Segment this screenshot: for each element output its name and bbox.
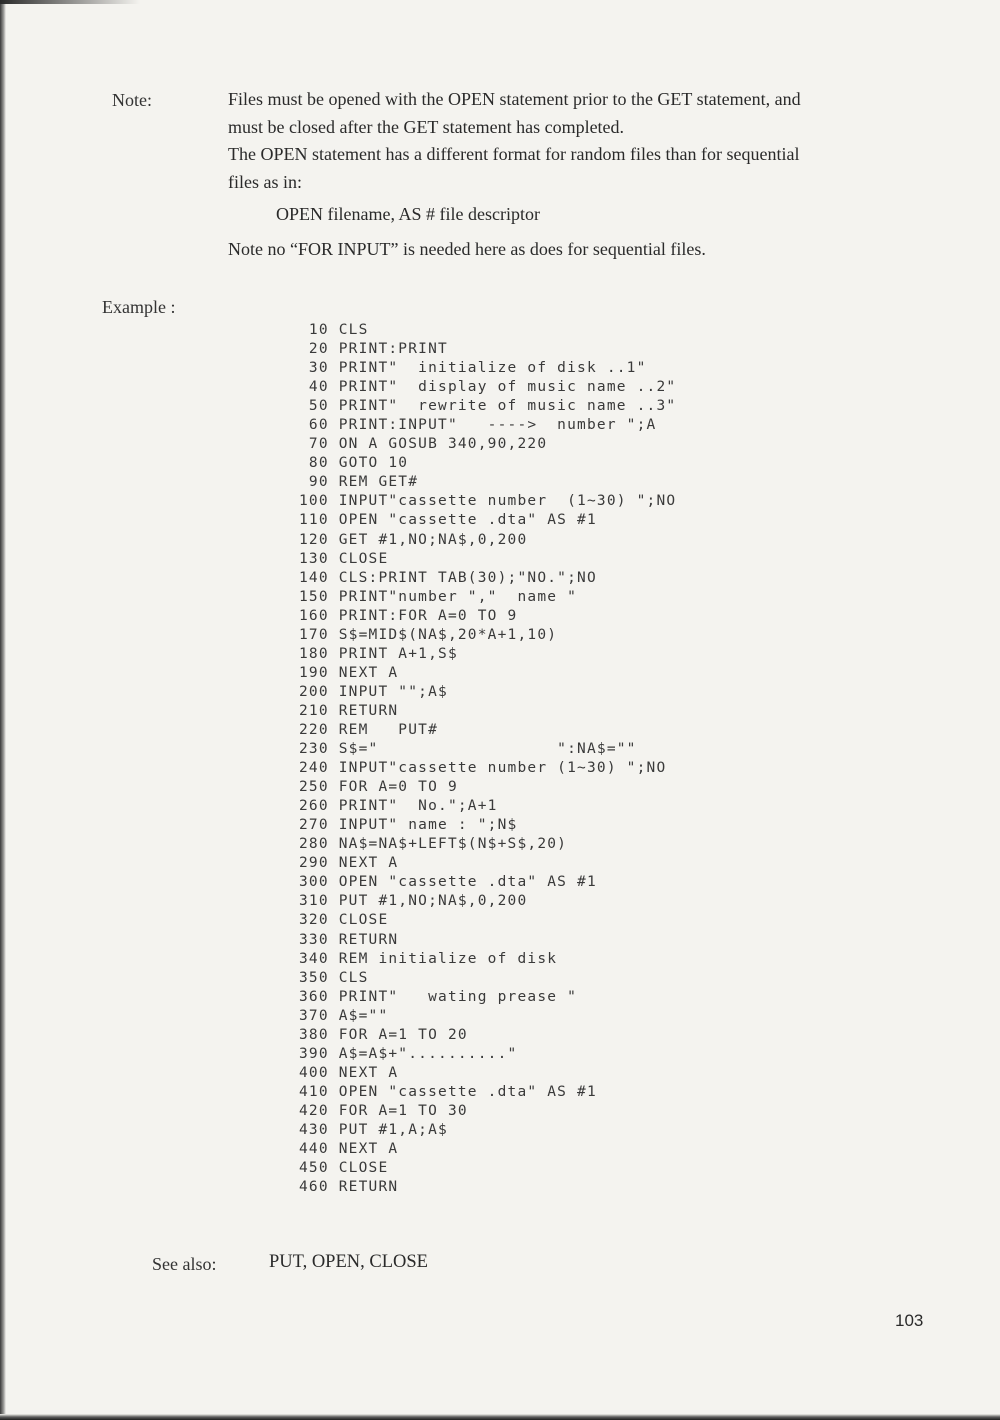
code-line: 370 A$="" bbox=[299, 1007, 389, 1024]
code-line: 230 S$=" ":NA$="" bbox=[299, 741, 637, 758]
code-line: 400 NEXT A bbox=[299, 1064, 399, 1081]
see-also-text: PUT, OPEN, CLOSE bbox=[269, 1252, 428, 1272]
code-line: 90 REM GET# bbox=[299, 474, 419, 491]
code-line: 390 A$=A$+".........." bbox=[299, 1045, 518, 1062]
note-label: Note: bbox=[112, 90, 152, 110]
code-line: 180 PRINT A+1,S$ bbox=[299, 645, 458, 662]
code-line: 240 INPUT"cassette number (1~30) ";NO bbox=[299, 760, 667, 777]
code-line: 450 CLOSE bbox=[299, 1160, 389, 1177]
page-top-edge bbox=[0, 0, 140, 4]
note-line: Files must be opened with the OPEN statement prior to the GET statement, and bbox=[228, 89, 801, 109]
code-line: 360 PRINT" wating prease " bbox=[299, 988, 578, 1005]
code-line: 330 RETURN bbox=[299, 931, 399, 948]
code-line: 260 PRINT" No.";A+1 bbox=[299, 798, 498, 815]
page-bottom-edge bbox=[0, 1414, 1000, 1420]
code-line: 310 PUT #1,NO;NA$,0,200 bbox=[299, 893, 528, 910]
code-line: 100 INPUT"cassette number (1~30) ";NO bbox=[299, 493, 677, 510]
code-line: 80 GOTO 10 bbox=[299, 455, 409, 472]
code-line: 250 FOR A=0 TO 9 bbox=[299, 779, 458, 796]
code-line: 280 NA$=NA$+LEFT$(N$+S$,20) bbox=[299, 836, 568, 853]
code-line: 10 CLS bbox=[299, 322, 369, 338]
code-line: 200 INPUT "";A$ bbox=[299, 683, 448, 700]
code-line: 440 NEXT A bbox=[299, 1141, 399, 1158]
code-line: 140 CLS:PRINT TAB(30);"NO.";NO bbox=[299, 569, 597, 586]
code-line: 380 FOR A=1 TO 20 bbox=[299, 1026, 468, 1043]
code-line: 210 RETURN bbox=[299, 702, 399, 719]
code-line: 40 PRINT" display of music name ..2" bbox=[299, 379, 677, 396]
code-line: 30 PRINT" initialize of disk ..1" bbox=[299, 360, 647, 377]
code-line: 150 PRINT"number "," name " bbox=[299, 588, 578, 605]
note-line: files as in: bbox=[228, 171, 302, 192]
code-line: 340 REM initialize of disk bbox=[299, 950, 558, 967]
code-line: 290 NEXT A bbox=[299, 855, 399, 872]
code-line: 70 ON A GOSUB 340,90,220 bbox=[299, 436, 548, 453]
page-left-edge bbox=[0, 0, 6, 1420]
example-label: Example : bbox=[102, 297, 176, 317]
code-line: 170 S$=MID$(NA$,20*A+1,10) bbox=[299, 626, 558, 643]
code-line: 300 OPEN "cassette .dta" AS #1 bbox=[299, 874, 597, 891]
code-line: 220 REM PUT# bbox=[299, 721, 439, 738]
code-line: 350 CLS bbox=[299, 969, 369, 986]
code-line: 110 OPEN "cassette .dta" AS #1 bbox=[299, 512, 597, 529]
open-syntax: OPEN filename, AS # file descriptor bbox=[276, 204, 540, 224]
code-line: 130 CLOSE bbox=[299, 550, 389, 567]
code-line: 50 PRINT" rewrite of music name ..3" bbox=[299, 398, 677, 415]
page-number: 103 bbox=[895, 1311, 924, 1330]
code-line: 20 PRINT:PRINT bbox=[299, 341, 448, 358]
code-listing bbox=[299, 321, 676, 1197]
code-line: 320 CLOSE bbox=[299, 912, 389, 929]
note-body bbox=[228, 86, 878, 196]
see-also-label: See also: bbox=[152, 1254, 217, 1274]
code-line: 120 GET #1,NO;NA$,0,200 bbox=[299, 531, 528, 548]
code-line: 430 PUT #1,A;A$ bbox=[299, 1121, 448, 1138]
note-extra: Note no “FOR INPUT” is needed here as does for sequential files. bbox=[228, 239, 706, 259]
code-line: 160 PRINT:FOR A=0 TO 9 bbox=[299, 607, 518, 624]
code-line: 270 INPUT" name : ";N$ bbox=[299, 817, 518, 834]
code-line: 410 OPEN "cassette .dta" AS #1 bbox=[299, 1083, 597, 1100]
code-line: 60 PRINT:INPUT" ----> number ";A bbox=[299, 417, 657, 434]
code-line: 190 NEXT A bbox=[299, 664, 399, 681]
note-line: The OPEN statement has a different format for random files than for sequential bbox=[228, 144, 800, 164]
code-line: 460 RETURN bbox=[299, 1179, 399, 1196]
code-line: 420 FOR A=1 TO 30 bbox=[299, 1102, 468, 1119]
note-line: must be closed after the GET statement has completed. bbox=[228, 116, 625, 137]
